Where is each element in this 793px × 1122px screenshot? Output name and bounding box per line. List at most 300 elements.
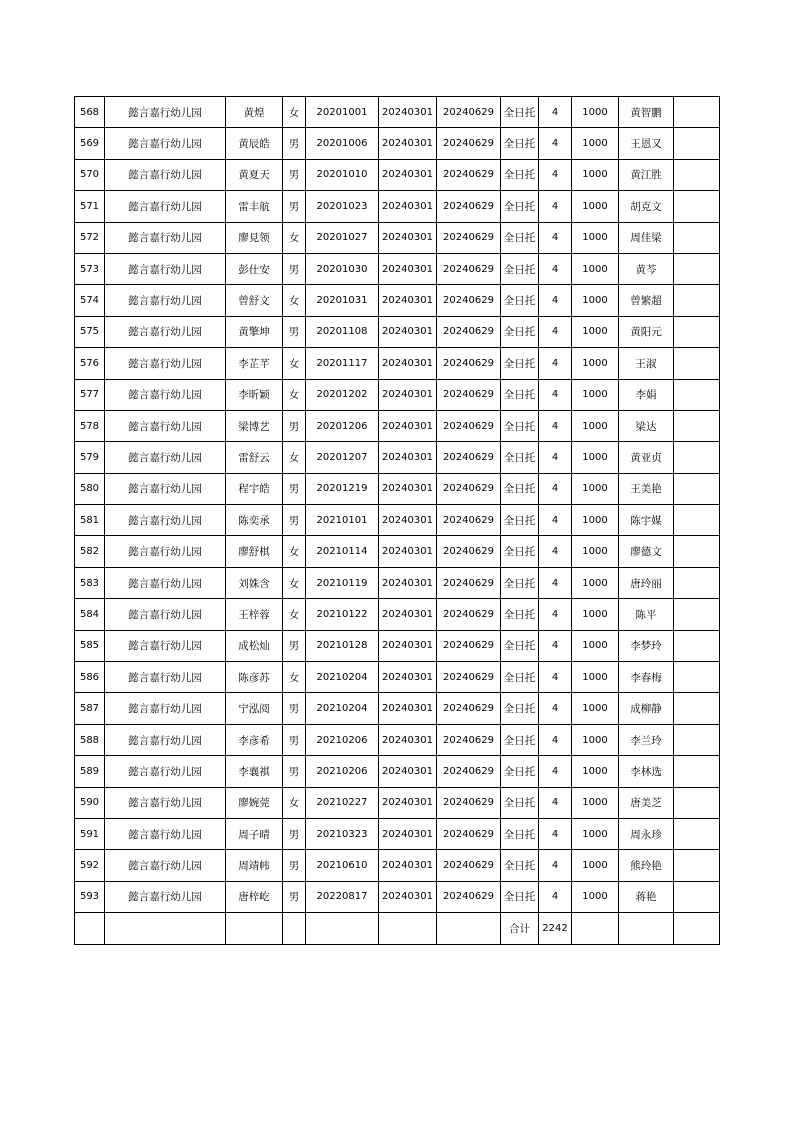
table-row: [75, 410, 720, 441]
amount-cell: 1000: [572, 348, 619, 379]
months-cell: 4: [539, 787, 572, 818]
remarks-cell: [674, 191, 720, 222]
birth-date-cell: 20201031: [306, 285, 379, 316]
start-date-cell: 20240301: [379, 253, 437, 284]
guardian-name-cell: 胡克文: [619, 191, 674, 222]
amount-cell: 1000: [572, 787, 619, 818]
child-name-cell: 黄擎坤: [226, 316, 283, 347]
end-date-cell: 20240629: [437, 379, 501, 410]
remarks-cell: [674, 348, 720, 379]
care-type-cell: 全日托: [501, 316, 539, 347]
months-cell: 4: [539, 567, 572, 598]
remarks-cell: [674, 818, 720, 849]
gender-cell: 男: [283, 316, 306, 347]
guardian-name-cell: 黄阳元: [619, 316, 674, 347]
remarks-cell: [674, 913, 720, 944]
kindergarten-name-cell: 懿言嘉行幼儿园: [105, 536, 226, 567]
end-date-cell: 20240629: [437, 253, 501, 284]
row-number-cell: 590: [75, 787, 105, 818]
end-date-cell: 20240629: [437, 222, 501, 253]
gender-cell: 男: [283, 253, 306, 284]
start-date-cell: 20240301: [379, 756, 437, 787]
table-row: [75, 662, 720, 693]
kindergarten-name-cell: 懿言嘉行幼儿园: [105, 599, 226, 630]
guardian-name-cell: 黄江胜: [619, 159, 674, 190]
remarks-cell: [674, 410, 720, 441]
birth-date-cell: 20201206: [306, 410, 379, 441]
birth-date-cell: 20210101: [306, 505, 379, 536]
birth-date-cell: 20201108: [306, 316, 379, 347]
care-type-cell: 全日托: [501, 159, 539, 190]
table-row: [75, 724, 720, 755]
guardian-name-cell: 廖德文: [619, 536, 674, 567]
guardian-name-cell: 黄智鹏: [619, 97, 674, 128]
child-name-cell: 李彦希: [226, 724, 283, 755]
care-type-cell: 全日托: [501, 567, 539, 598]
end-date-cell: 20240629: [437, 473, 501, 504]
birth-date-cell: 20210323: [306, 818, 379, 849]
gender-cell: 男: [283, 630, 306, 661]
gender-cell: 女: [283, 222, 306, 253]
end-date-cell: 20240629: [437, 756, 501, 787]
birth-date-cell: 20210206: [306, 756, 379, 787]
kindergarten-name-cell: 懿言嘉行幼儿园: [105, 881, 226, 912]
birth-date-cell: 20210128: [306, 630, 379, 661]
start-date-cell: 20240301: [379, 316, 437, 347]
table-row: [75, 818, 720, 849]
start-date-cell: 20240301: [379, 536, 437, 567]
guardian-name-cell: 成柳静: [619, 693, 674, 724]
care-type-cell: 全日托: [501, 599, 539, 630]
kindergarten-name-cell: 懿言嘉行幼儿园: [105, 348, 226, 379]
table-row: [75, 97, 720, 128]
months-cell: 4: [539, 316, 572, 347]
child-name-cell: 廖婉莞: [226, 787, 283, 818]
remarks-cell: [674, 128, 720, 159]
guardian-name-cell: 王淑: [619, 348, 674, 379]
gender-cell: 男: [283, 505, 306, 536]
end-date-cell: 20240629: [437, 724, 501, 755]
gender-cell: 男: [283, 159, 306, 190]
start-date-cell: 20240301: [379, 693, 437, 724]
remarks-cell: [674, 693, 720, 724]
amount-cell: 1000: [572, 505, 619, 536]
amount-cell: 1000: [572, 410, 619, 441]
guardian-name-cell: 李春梅: [619, 662, 674, 693]
child-name-cell: 李襄祺: [226, 756, 283, 787]
kindergarten-name-cell: 懿言嘉行幼儿园: [105, 787, 226, 818]
gender-cell: 女: [283, 536, 306, 567]
kindergarten-name-cell: 懿言嘉行幼儿园: [105, 473, 226, 504]
end-date-cell: 20240629: [437, 191, 501, 222]
table-row: [75, 881, 720, 912]
remarks-cell: [674, 379, 720, 410]
end-date-cell: 20240629: [437, 599, 501, 630]
end-date-cell: 20240629: [437, 410, 501, 441]
end-date-cell: 20240629: [437, 159, 501, 190]
start-date-cell: 20240301: [379, 410, 437, 441]
end-date-cell: 20240629: [437, 442, 501, 473]
kindergarten-name-cell: 懿言嘉行幼儿园: [105, 253, 226, 284]
birth-date-cell: 20201001: [306, 97, 379, 128]
kindergarten-name-cell: 懿言嘉行幼儿园: [105, 442, 226, 473]
birth-date-cell: 20210204: [306, 693, 379, 724]
guardian-name-cell: 李娟: [619, 379, 674, 410]
gender-cell: 女: [283, 567, 306, 598]
guardian-name-cell: 周佳梁: [619, 222, 674, 253]
remarks-cell: [674, 536, 720, 567]
child-name-cell: [226, 913, 283, 944]
months-cell: 2242: [539, 913, 572, 944]
remarks-cell: [674, 253, 720, 284]
gender-cell: 男: [283, 128, 306, 159]
gender-cell: 女: [283, 348, 306, 379]
remarks-cell: [674, 316, 720, 347]
row-number-cell: 592: [75, 850, 105, 881]
amount-cell: 1000: [572, 128, 619, 159]
row-number-cell: 591: [75, 818, 105, 849]
gender-cell: 男: [283, 881, 306, 912]
table-row: [75, 630, 720, 661]
table-row: [75, 505, 720, 536]
remarks-cell: [674, 97, 720, 128]
child-name-cell: 雷舒云: [226, 442, 283, 473]
row-number-cell: 589: [75, 756, 105, 787]
kindergarten-name-cell: [105, 913, 226, 944]
amount-cell: 1000: [572, 881, 619, 912]
guardian-name-cell: 周永珍: [619, 818, 674, 849]
start-date-cell: 20240301: [379, 881, 437, 912]
end-date-cell: 20240629: [437, 505, 501, 536]
table-row: [75, 473, 720, 504]
remarks-cell: [674, 756, 720, 787]
gender-cell: [283, 913, 306, 944]
care-type-cell: 全日托: [501, 191, 539, 222]
months-cell: 4: [539, 473, 572, 504]
birth-date-cell: 20201023: [306, 191, 379, 222]
remarks-cell: [674, 662, 720, 693]
months-cell: 4: [539, 128, 572, 159]
table-row: [75, 787, 720, 818]
start-date-cell: 20240301: [379, 505, 437, 536]
row-number-cell: 583: [75, 567, 105, 598]
end-date-cell: 20240629: [437, 285, 501, 316]
row-number-cell: 572: [75, 222, 105, 253]
birth-date-cell: 20210206: [306, 724, 379, 755]
gender-cell: 女: [283, 379, 306, 410]
gender-cell: 男: [283, 850, 306, 881]
end-date-cell: 20240629: [437, 128, 501, 159]
child-name-cell: 程宇皓: [226, 473, 283, 504]
birth-date-cell: 20210204: [306, 662, 379, 693]
amount-cell: 1000: [572, 630, 619, 661]
row-number-cell: 581: [75, 505, 105, 536]
amount-cell: 1000: [572, 191, 619, 222]
care-type-cell: 全日托: [501, 97, 539, 128]
child-name-cell: 曾舒文: [226, 285, 283, 316]
end-date-cell: 20240629: [437, 881, 501, 912]
remarks-cell: [674, 567, 720, 598]
kindergarten-name-cell: 懿言嘉行幼儿园: [105, 316, 226, 347]
months-cell: 4: [539, 693, 572, 724]
gender-cell: 女: [283, 285, 306, 316]
guardian-name-cell: 曾繁超: [619, 285, 674, 316]
gender-cell: 男: [283, 756, 306, 787]
guardian-name-cell: 黄芩: [619, 253, 674, 284]
remarks-cell: [674, 787, 720, 818]
birth-date-cell: 20210114: [306, 536, 379, 567]
row-number-cell: 571: [75, 191, 105, 222]
start-date-cell: 20240301: [379, 285, 437, 316]
child-name-cell: 雷丰航: [226, 191, 283, 222]
row-number-cell: 577: [75, 379, 105, 410]
care-type-cell: 全日托: [501, 850, 539, 881]
guardian-name-cell: 黄亚贞: [619, 442, 674, 473]
start-date-cell: 20240301: [379, 599, 437, 630]
birth-date-cell: 20210227: [306, 787, 379, 818]
table-row: [75, 850, 720, 881]
total-row: [75, 913, 720, 944]
table-row: [75, 536, 720, 567]
end-date-cell: 20240629: [437, 567, 501, 598]
child-name-cell: 唐梓屹: [226, 881, 283, 912]
care-type-cell: 全日托: [501, 724, 539, 755]
months-cell: 4: [539, 599, 572, 630]
start-date-cell: [379, 913, 437, 944]
amount-cell: 1000: [572, 159, 619, 190]
care-type-cell: 全日托: [501, 505, 539, 536]
start-date-cell: 20240301: [379, 159, 437, 190]
row-number-cell: [75, 913, 105, 944]
guardian-name-cell: 陈宇媒: [619, 505, 674, 536]
care-type-cell: 全日托: [501, 348, 539, 379]
months-cell: 4: [539, 662, 572, 693]
amount-cell: 1000: [572, 818, 619, 849]
care-type-cell: 全日托: [501, 630, 539, 661]
start-date-cell: 20240301: [379, 97, 437, 128]
kindergarten-name-cell: 懿言嘉行幼儿园: [105, 159, 226, 190]
remarks-cell: [674, 222, 720, 253]
gender-cell: 男: [283, 724, 306, 755]
table-row: [75, 316, 720, 347]
start-date-cell: 20240301: [379, 567, 437, 598]
gender-cell: 女: [283, 442, 306, 473]
care-type-cell: 全日托: [501, 379, 539, 410]
care-type-cell: 全日托: [501, 128, 539, 159]
start-date-cell: 20240301: [379, 348, 437, 379]
table-row: [75, 285, 720, 316]
table-row: [75, 756, 720, 787]
row-number-cell: 580: [75, 473, 105, 504]
gender-cell: 女: [283, 787, 306, 818]
care-type-cell: 全日托: [501, 442, 539, 473]
kindergarten-name-cell: 懿言嘉行幼儿园: [105, 756, 226, 787]
remarks-cell: [674, 473, 720, 504]
row-number-cell: 578: [75, 410, 105, 441]
table-row: [75, 191, 720, 222]
kindergarten-name-cell: 懿言嘉行幼儿园: [105, 662, 226, 693]
row-number-cell: 575: [75, 316, 105, 347]
kindergarten-name-cell: 懿言嘉行幼儿园: [105, 724, 226, 755]
months-cell: 4: [539, 253, 572, 284]
row-number-cell: 584: [75, 599, 105, 630]
row-number-cell: 579: [75, 442, 105, 473]
amount-cell: 1000: [572, 97, 619, 128]
guardian-name-cell: 梁达: [619, 410, 674, 441]
gender-cell: 女: [283, 662, 306, 693]
end-date-cell: 20240629: [437, 693, 501, 724]
start-date-cell: 20240301: [379, 724, 437, 755]
child-name-cell: 周靖帏: [226, 850, 283, 881]
end-date-cell: 20240629: [437, 316, 501, 347]
child-name-cell: 周子晴: [226, 818, 283, 849]
kindergarten-name-cell: 懿言嘉行幼儿园: [105, 693, 226, 724]
amount-cell: 1000: [572, 536, 619, 567]
birth-date-cell: 20210122: [306, 599, 379, 630]
child-name-cell: 成松灿: [226, 630, 283, 661]
child-name-cell: 黄夏天: [226, 159, 283, 190]
care-type-cell: 全日托: [501, 536, 539, 567]
table-row: [75, 379, 720, 410]
birth-date-cell: 20201030: [306, 253, 379, 284]
roster-table: [74, 96, 720, 945]
care-type-cell: 全日托: [501, 818, 539, 849]
end-date-cell: 20240629: [437, 630, 501, 661]
guardian-name-cell: 唐美芝: [619, 787, 674, 818]
kindergarten-name-cell: 懿言嘉行幼儿园: [105, 222, 226, 253]
child-name-cell: 陈彦苏: [226, 662, 283, 693]
birth-date-cell: 20201027: [306, 222, 379, 253]
end-date-cell: 20240629: [437, 850, 501, 881]
gender-cell: 男: [283, 191, 306, 222]
start-date-cell: 20240301: [379, 787, 437, 818]
row-number-cell: 586: [75, 662, 105, 693]
start-date-cell: 20240301: [379, 630, 437, 661]
table-row: [75, 253, 720, 284]
care-type-cell: 全日托: [501, 473, 539, 504]
child-name-cell: 黄煌: [226, 97, 283, 128]
months-cell: 4: [539, 724, 572, 755]
amount-cell: 1000: [572, 850, 619, 881]
birth-date-cell: 20220817: [306, 881, 379, 912]
amount-cell: 1000: [572, 316, 619, 347]
start-date-cell: 20240301: [379, 128, 437, 159]
birth-date-cell: 20201202: [306, 379, 379, 410]
gender-cell: 男: [283, 693, 306, 724]
months-cell: 4: [539, 850, 572, 881]
gender-cell: 女: [283, 599, 306, 630]
amount-cell: [572, 913, 619, 944]
amount-cell: 1000: [572, 756, 619, 787]
birth-date-cell: 20210119: [306, 567, 379, 598]
row-number-cell: 568: [75, 97, 105, 128]
table-row: [75, 348, 720, 379]
end-date-cell: [437, 913, 501, 944]
amount-cell: 1000: [572, 253, 619, 284]
child-name-cell: 陈奕承: [226, 505, 283, 536]
remarks-cell: [674, 881, 720, 912]
months-cell: 4: [539, 442, 572, 473]
care-type-cell: 全日托: [501, 285, 539, 316]
care-type-cell: 全日托: [501, 410, 539, 441]
start-date-cell: 20240301: [379, 818, 437, 849]
gender-cell: 男: [283, 818, 306, 849]
care-type-cell: 合计: [501, 913, 539, 944]
end-date-cell: 20240629: [437, 536, 501, 567]
row-number-cell: 573: [75, 253, 105, 284]
months-cell: 4: [539, 881, 572, 912]
end-date-cell: 20240629: [437, 818, 501, 849]
child-name-cell: 彭仕安: [226, 253, 283, 284]
row-number-cell: 588: [75, 724, 105, 755]
guardian-name-cell: 陈平: [619, 599, 674, 630]
guardian-name-cell: 李林选: [619, 756, 674, 787]
amount-cell: 1000: [572, 567, 619, 598]
row-number-cell: 576: [75, 348, 105, 379]
guardian-name-cell: 蒋艳: [619, 881, 674, 912]
amount-cell: 1000: [572, 693, 619, 724]
gender-cell: 男: [283, 410, 306, 441]
remarks-cell: [674, 442, 720, 473]
table-row: [75, 599, 720, 630]
gender-cell: 男: [283, 473, 306, 504]
child-name-cell: 宁泓阅: [226, 693, 283, 724]
start-date-cell: 20240301: [379, 222, 437, 253]
child-name-cell: 王梓蓉: [226, 599, 283, 630]
kindergarten-name-cell: 懿言嘉行幼儿园: [105, 410, 226, 441]
care-type-cell: 全日托: [501, 787, 539, 818]
months-cell: 4: [539, 97, 572, 128]
months-cell: 4: [539, 818, 572, 849]
remarks-cell: [674, 630, 720, 661]
kindergarten-name-cell: 懿言嘉行幼儿园: [105, 97, 226, 128]
kindergarten-name-cell: 懿言嘉行幼儿园: [105, 379, 226, 410]
end-date-cell: 20240629: [437, 662, 501, 693]
kindergarten-name-cell: 懿言嘉行幼儿园: [105, 630, 226, 661]
months-cell: 4: [539, 348, 572, 379]
amount-cell: 1000: [572, 379, 619, 410]
end-date-cell: 20240629: [437, 348, 501, 379]
guardian-name-cell: 李兰玲: [619, 724, 674, 755]
amount-cell: 1000: [572, 662, 619, 693]
months-cell: 4: [539, 410, 572, 441]
child-name-cell: 刘姝含: [226, 567, 283, 598]
table-row: [75, 222, 720, 253]
guardian-name-cell: 李梦玲: [619, 630, 674, 661]
remarks-cell: [674, 599, 720, 630]
remarks-cell: [674, 285, 720, 316]
care-type-cell: 全日托: [501, 222, 539, 253]
birth-date-cell: [306, 913, 379, 944]
months-cell: 4: [539, 536, 572, 567]
child-name-cell: 李昕颖: [226, 379, 283, 410]
remarks-cell: [674, 159, 720, 190]
birth-date-cell: 20210610: [306, 850, 379, 881]
guardian-name-cell: 王美艳: [619, 473, 674, 504]
care-type-cell: 全日托: [501, 662, 539, 693]
roster-table-body: [75, 97, 720, 945]
start-date-cell: 20240301: [379, 850, 437, 881]
end-date-cell: 20240629: [437, 97, 501, 128]
start-date-cell: 20240301: [379, 442, 437, 473]
start-date-cell: 20240301: [379, 191, 437, 222]
remarks-cell: [674, 724, 720, 755]
gender-cell: 女: [283, 97, 306, 128]
start-date-cell: 20240301: [379, 473, 437, 504]
care-type-cell: 全日托: [501, 881, 539, 912]
guardian-name-cell: 唐玲丽: [619, 567, 674, 598]
end-date-cell: 20240629: [437, 787, 501, 818]
